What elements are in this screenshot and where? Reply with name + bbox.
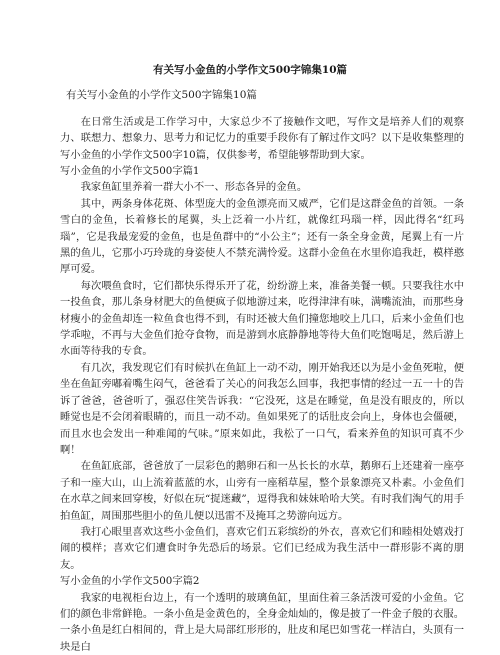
essay-1 <box>60 163 464 573</box>
document-subtitle: 有关写小金鱼的小学作文500字锦集10篇 <box>66 89 257 101</box>
document-title: 有关写小金鱼的小学作文500字锦集10篇 <box>152 64 348 76</box>
essay-paragraph: 我家的电视柜台边上，有一个透明的玻璃鱼缸，里面住着三条活泼可爱的小金鱼。它们的颜色非常鲜艳。一条小鱼是金黄色的，全身金灿灿的，像是披了一件金子般的衣服。一条小鱼是红白相间的，背上是大局部红形形的，肚皮和尾巴如雪花一样洁白，头顶有一块是白 <box>60 591 464 653</box>
essay-paragraph: 我打心眼里喜欢这些小金鱼们，喜欢它们五彩缤纷的外衣，喜欢它们和睦相处嬉戏打闹的模样；喜欢它们遭食时争先恐后的场景。它们已经成为我生活中一群形影不离的朋友。 <box>60 525 464 571</box>
essays-container <box>60 163 464 655</box>
essay-paragraph: 有几次，我发现它们有时候扒在鱼缸上一动不动，刚开始我还以为是小金鱼死啦，便坐在鱼缸旁嘟着嘴生闷气，爸爸看了关心的问我怎么回事，我把事情的经过一五一十的告诉了爸爸，爸爸听了，强忍住笑告诉我：“它没死，这是在睡觉，鱼是没有眼皮的，所以睡觉也是不会闭着眼睛的，而且一动不动。鱼如果死了的话肚皮会向上，身体也会僵硬，而且水也会发出一种难闻的气味。”原来如此，我松了一口气，看来养鱼的知识可真不少啊！ <box>60 361 464 456</box>
essay-paragraph: 其中，两条身体花斑、体型庞大的金鱼漂亮而又威严，它们是这群金鱼的首领。一条雪白的金鱼，长着修长的尾翼，头上泛着一小片红，就像红玛瑙一样，因此得名“红玛瑙”，它是我最宠爱的金鱼，也是鱼群中的“小公主”；还有一条全身金黄，尾翼上有一片黑的鱼儿，它那小巧玲珑的身姿使人不禁充满怜爱。这群小金鱼在水里你追我赶，模样憨厚可爱。 <box>60 197 464 276</box>
essay-heading: 写小金鱼的小学作文500字篇1 <box>60 165 200 177</box>
intro-paragraph: 在日常生活或是工作学习中，大家总少不了接触作文吧，写作文是培养人们的观察力、联想力、想象力、思考力和记忆力的重要手段你有了解过作文吗？以下是收集整理的写小金鱼的小学作文500字10篇，仅供参考，希望能够帮助到大家。 <box>60 116 464 161</box>
essay-paragraph: 每次喂鱼食时，它们都快乐得乐开了花，纷纷游上来，准备美餐一顿。只要我往水中一投鱼食，那儿条身材肥大的鱼便疯子似地游过来，吃得津津有味，满嘴流油，而那些身材瘦小的金鱼却连一粒鱼食也得不到，有时还被大鱼们撞您地咬上几口，后来小金鱼们也学乖啦，不再与大金鱼们抢夺食物，而是游到水底静静地等待大鱼们吃饱喝足，然后游上水面等待我的专食。 <box>60 279 464 358</box>
essay-2 <box>60 573 464 655</box>
essay-paragraph: 在鱼缸底部，爸爸放了一层彩色的鹅卵石和一丛长长的水草，鹅卵石上还建着一座亭子和一座大山，山上流着蓝蓝的水，山旁有一座稻草屋，整个景象漂亮又朴素。小金鱼们在水草之间来回穿梭，好似在玩“捉迷藏”，逗得我和妹妹哈哈大笑。有时我们淘气的用手拍鱼缸，周围那些胆小的鱼儿便以迅雷不及掩耳之势游向远方。 <box>60 460 464 522</box>
essay-paragraph: 我家鱼缸里养着一群大小不一、形态各异的金鱼。 <box>80 181 308 194</box>
intro-section <box>60 114 464 163</box>
essay-heading: 写小金鱼的小学作文500字篇2 <box>60 575 200 588</box>
